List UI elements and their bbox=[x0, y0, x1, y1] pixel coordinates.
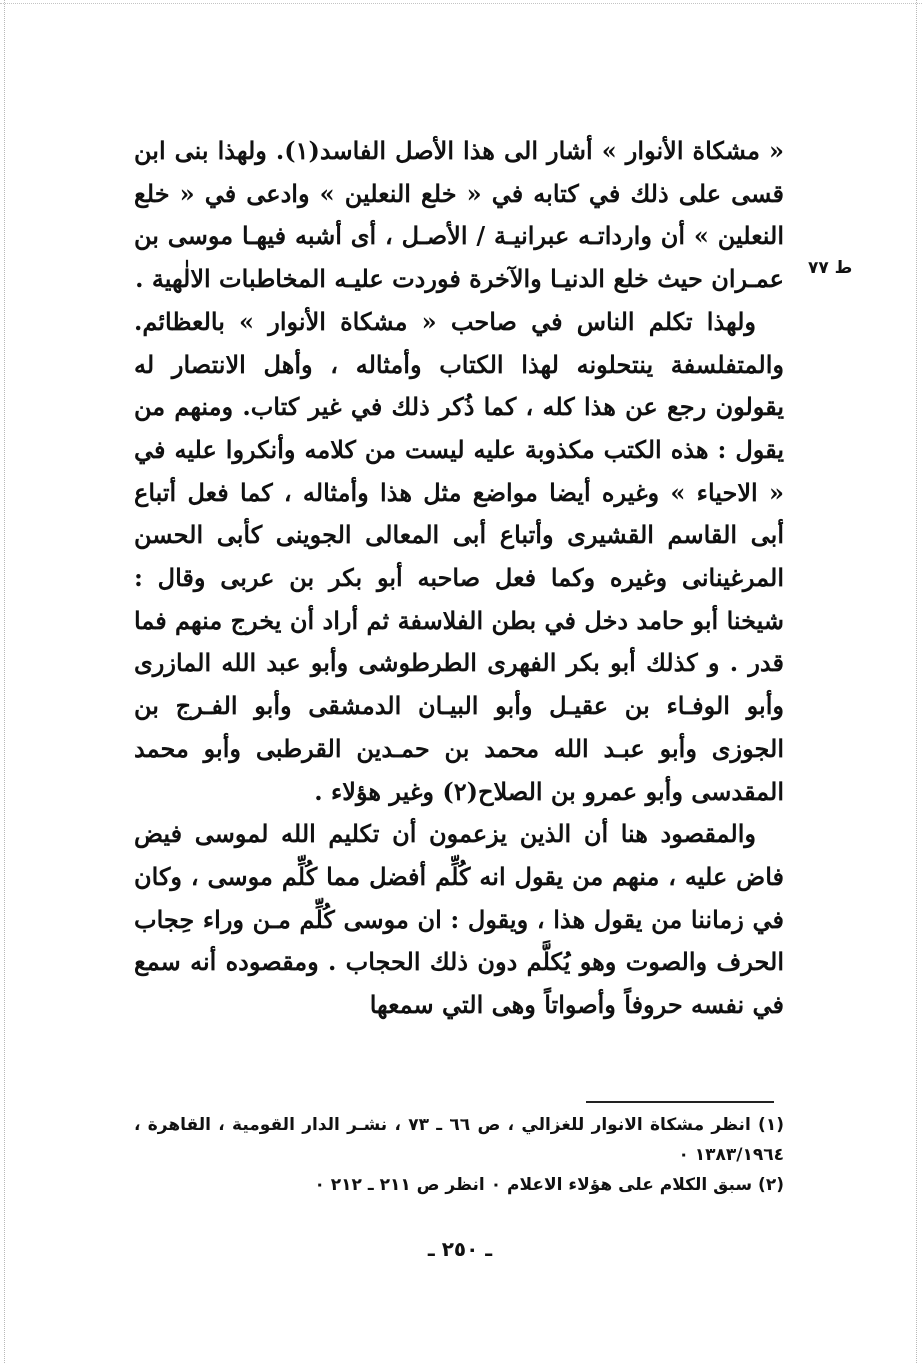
paragraph-3: والمقصود هنا أن الذين يزعمون أن تكليم الله لموسى فيض فاض عليه ، منهم من يقول انه كُلِّم أفضل مما كُلِّم موسى ، وكان في زماننا من يقول هذا ، ويقول : ان موسى كُلِّم مـن وراء حِجاب الحرف والصوت وهو يُكلَّم دون ذلك الحجاب . ومقصوده أنه سمع في نفسه حروفاً وأصواتاً وهى التي سمعها bbox=[134, 819, 784, 1020]
margin-reference: ط ٧٧ bbox=[808, 258, 853, 278]
scan-edge-right bbox=[916, 0, 917, 1363]
footnotes bbox=[134, 1110, 784, 1200]
paragraph-2: ولهذا تكلم الناس في صاحب « مشكاة الأنوار » بالعظائم. والمتفلسفة ينتحلونه لهذا الكتاب وأمثاله ، وأهل الانتصار له يقولون رجع عن هذا كله ، كما ذُكر ذلك في غير كتاب. ومنهم من يقول : هذه الكتب مكذوبة عليه ليست من كلامه وأنكروا عليه في « الاحياء » وغيره أيضا مواضع مثل هذا وأمثاله ، كما فعل أتباع أبى القاسم القشيرى وأتباع أبى المعالى الجوينى كأبى الحسن المرغينانى وغيره وكما فعل صاحبه أبو بكر بن عربى وقال : شيخنا أبو حامد دخل في بطن الفلاسفة ثم أراد أن يخرج منهم فما قدر . و كذلك أبو بكر الفهرى الطرطوشى وأبو عبد الله المازرى وأبو الوفـاء بن عقيـل وأبو البيـان الدمشقى وأبو الفـرج بن الجوزى وأبو عبـد الله محمد بن حمـدين القرطبى وأبو محمد المقدسى وأبو عمرو بن الصلاح(٢) وغير هؤلاء . bbox=[134, 306, 785, 806]
scan-edge-left bbox=[4, 0, 5, 1363]
page-number: ـ ٢٥٠ ـ bbox=[427, 1237, 493, 1261]
paragraph-1: « مشكاة الأنوار » أشار الى هذا الأصل الفاسد(١). ولهذا بنى ابن قسى على ذلك في كتابه في « خلع النعلين » وادعى في « خلع النعلين » أن وارداتـه عبرانيـة / الأصـل ، أى أشبه فيهـا موسى بن عمـران حيث خلع الدنيـا والآخرة فوردت عليـه المخاطبات الالٰهية . bbox=[134, 136, 784, 294]
scan-edge-top bbox=[0, 3, 922, 4]
footnote-separator bbox=[586, 1101, 774, 1103]
footnote-1: (١) انظر مشكاة الانوار للغزالي ، ص ٦٦ ـ ٧٣ ، نشـر الدار القومية ، القاهرة ، ١٣٨٣/١٩٦٤ ٠ bbox=[134, 1115, 784, 1165]
main-text bbox=[134, 130, 784, 1027]
footnote-2: (٢) سبق الكلام على هؤلاء الاعلام ٠ انظر ص ٢١١ ـ ٢١٢ ٠ bbox=[314, 1175, 784, 1195]
